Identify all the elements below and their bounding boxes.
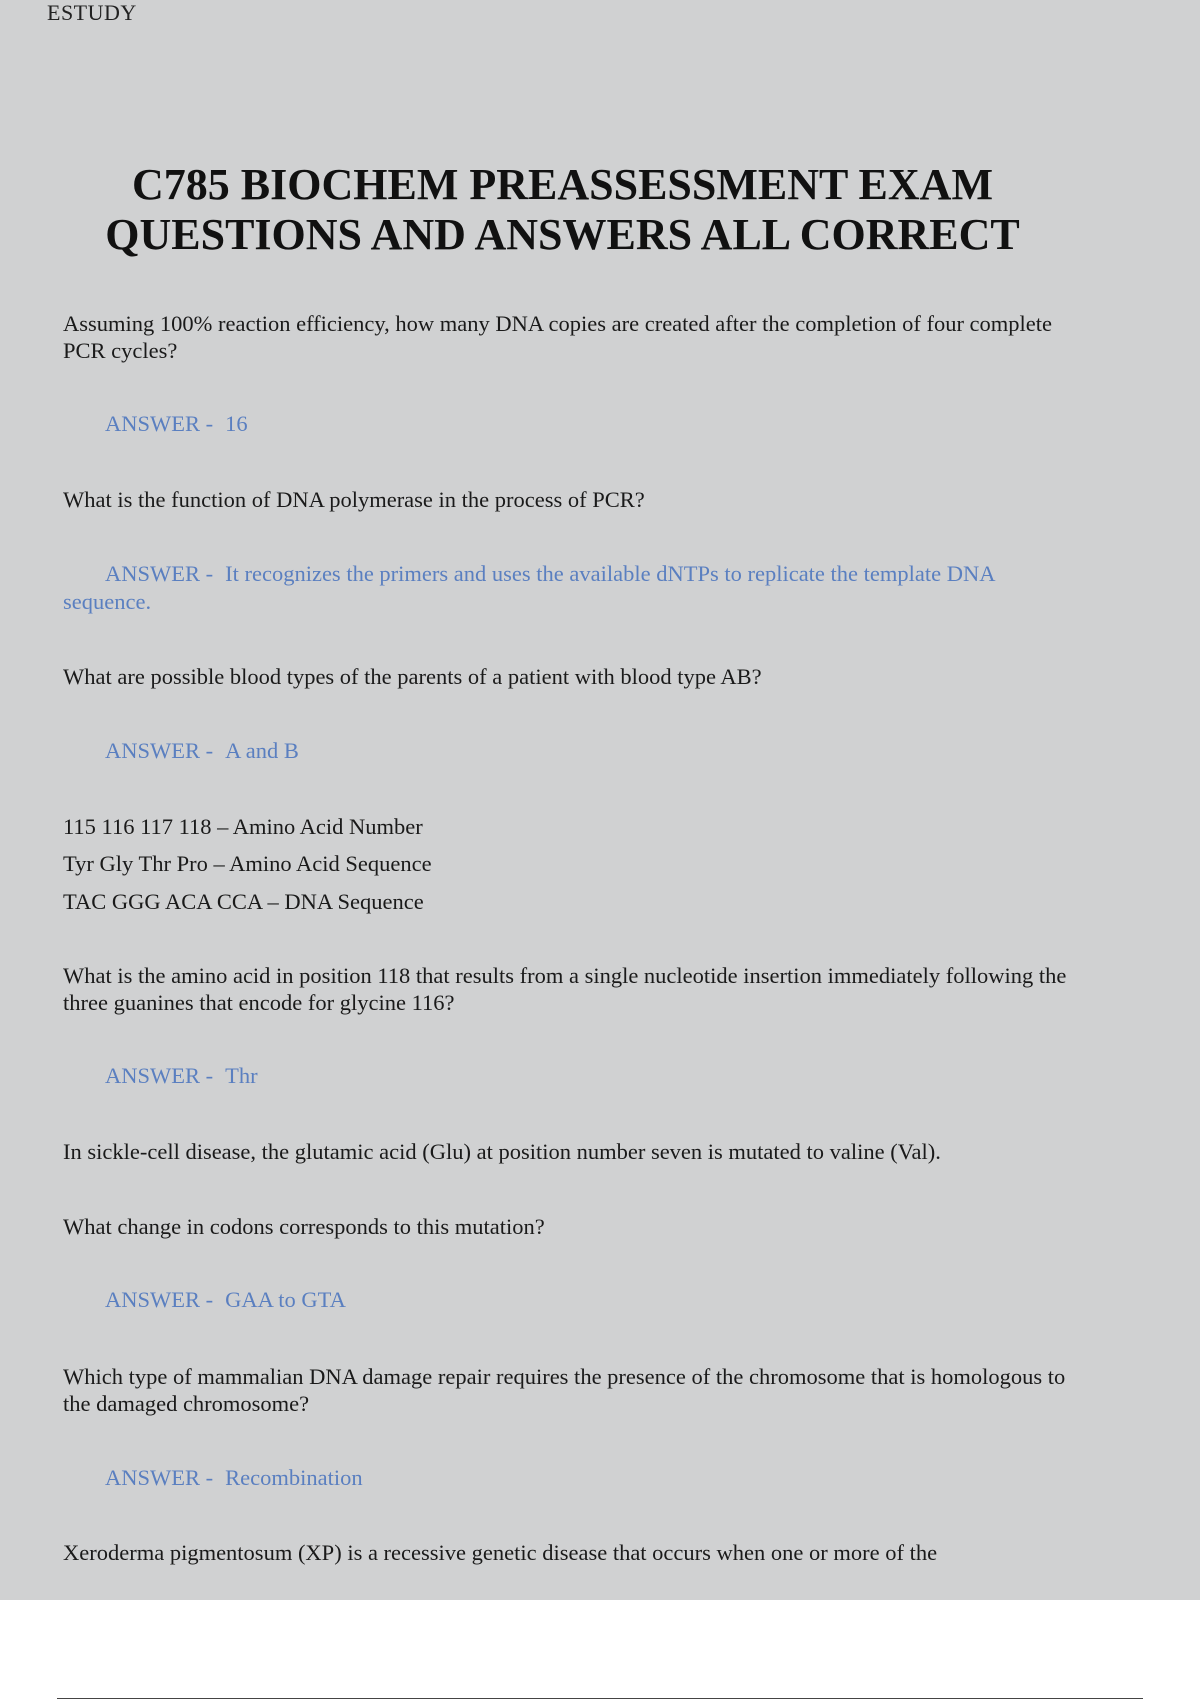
answer-prefix: ANSWER - <box>105 411 214 436</box>
answer-value: GAA to GTA <box>225 1287 346 1312</box>
answer-prefix: ANSWER - <box>105 738 214 763</box>
title-line-1: C785 BIOCHEM PREASSESSMENT EXAM <box>132 160 993 209</box>
answer-prefix: ANSWER - <box>105 561 214 586</box>
sequence-line-amino-number: 115 116 117 118 – Amino Acid Number <box>63 814 423 839</box>
question-text: What is the function of DNA polymerase in the process of PCR? <box>63 487 645 512</box>
question-text: What is the amino acid in position 118 that results from a single nucleotide insertion immediately following the three guanines that encode for glycine 116? <box>63 963 1067 1015</box>
answer-value: Thr <box>225 1063 258 1088</box>
title-line-2: QUESTIONS AND ANSWERS ALL CORRECT <box>105 210 1020 259</box>
answer-prefix: ANSWER - <box>105 1063 214 1088</box>
answer-value: Recombination <box>225 1465 363 1490</box>
answer-value: It recognizes the primers and uses the available dNTPs to replicate the template DNA sequence. <box>63 561 995 614</box>
answer-text <box>63 1286 1083 1314</box>
answer-text <box>63 1464 1083 1492</box>
document-title <box>60 160 1065 260</box>
question-text: What change in codons corresponds to this mutation? <box>63 1214 545 1239</box>
answer-value: 16 <box>225 411 248 436</box>
sequence-line-dna-sequence: TAC GGG ACA CCA – DNA Sequence <box>63 889 424 914</box>
sickle-intro-text: In sickle-cell disease, the glutamic acid (Glu) at position number seven is mutated to valine (Val). <box>63 1139 941 1164</box>
question-text: Assuming 100% reaction efficiency, how many DNA copies are created after the completion of four complete PCR cycles? <box>63 311 1053 363</box>
question-text: What are possible blood types of the parents of a patient with blood type AB? <box>63 664 762 689</box>
answer-text <box>63 560 1083 616</box>
answer-text <box>63 410 1083 438</box>
answer-text <box>63 1062 1083 1090</box>
trailing-paragraph-text: Xeroderma pigmentosum (XP) is a recessive genetic disease that occurs when one or more of the <box>63 1540 938 1565</box>
answer-prefix: ANSWER - <box>105 1287 214 1312</box>
answer-text <box>63 737 1083 765</box>
footer-divider <box>57 1698 1143 1699</box>
question-text: Which type of mammalian DNA damage repair requires the presence of the chromosome that is homologous to the damaged chromosome? <box>63 1364 1066 1416</box>
sequence-line-amino-sequence: Tyr Gly Thr Pro – Amino Acid Sequence <box>63 851 432 876</box>
answer-value: A and B <box>225 738 299 763</box>
answer-prefix: ANSWER - <box>105 1465 214 1490</box>
header-label: ESTUDY <box>47 0 137 25</box>
